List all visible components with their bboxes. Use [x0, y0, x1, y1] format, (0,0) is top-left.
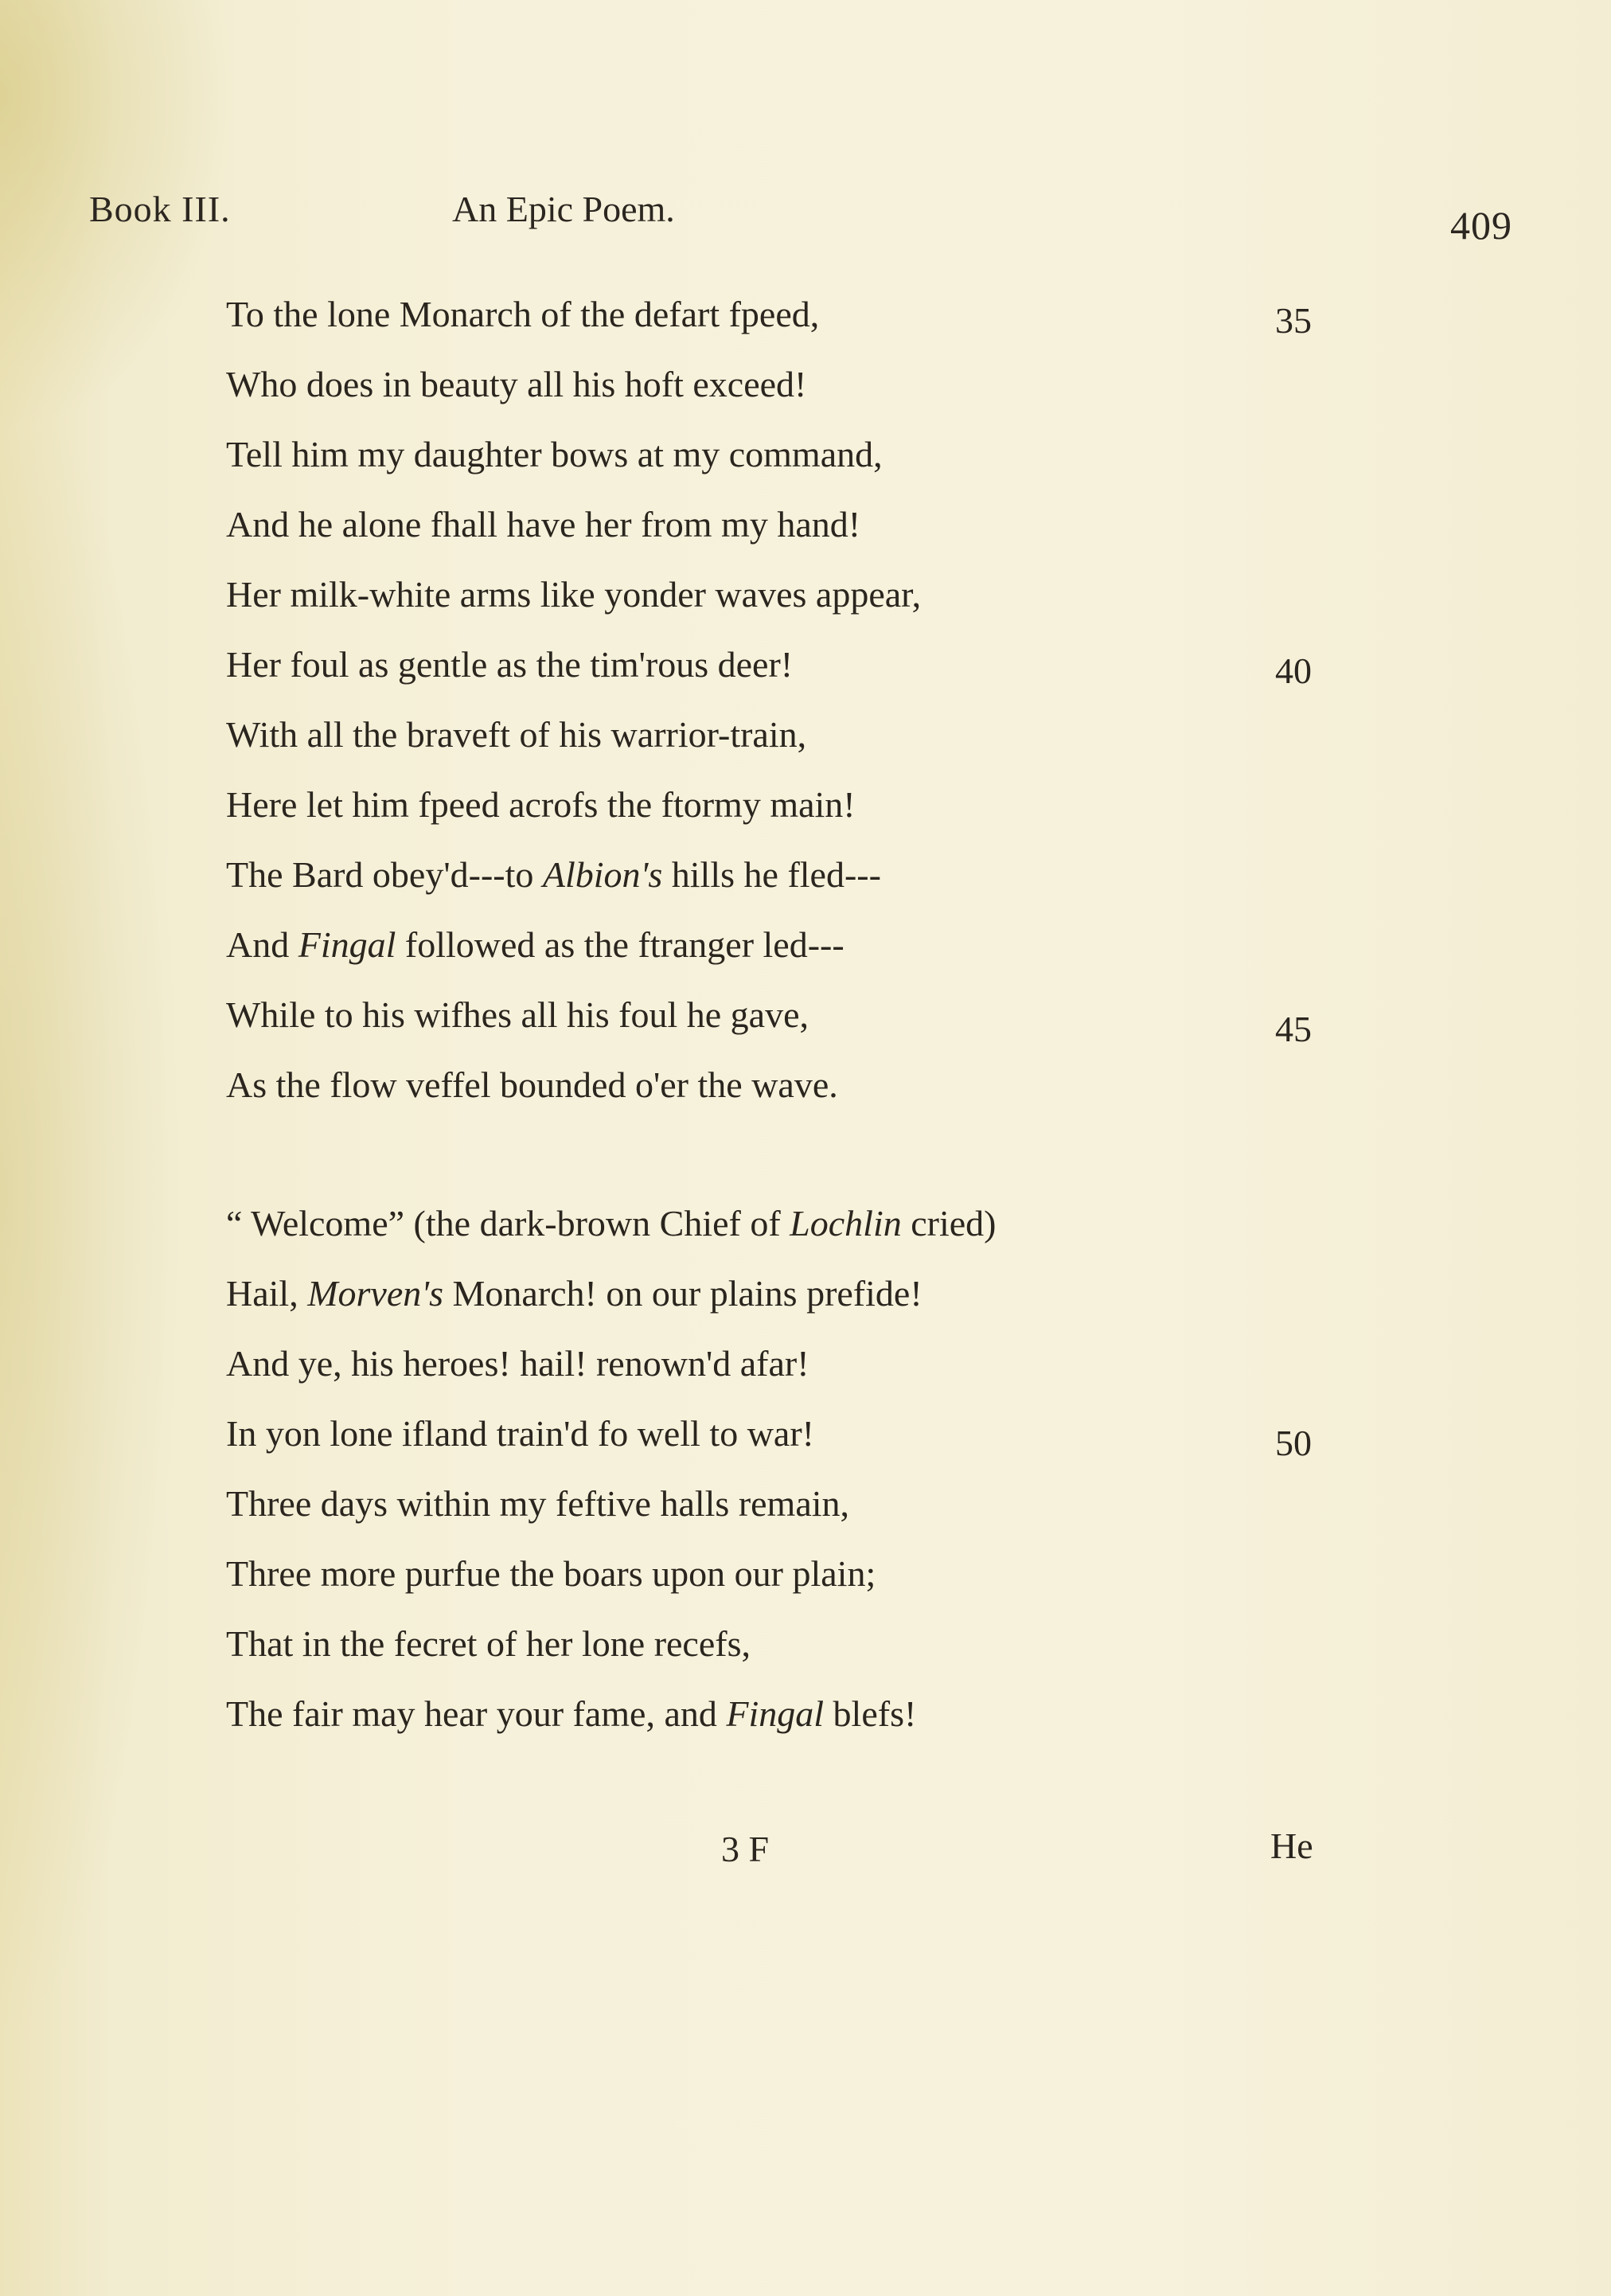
verse-italic: Morven's — [307, 1273, 443, 1314]
verse-line: Here let him fpeed acrofs the ftormy main! — [226, 784, 856, 825]
page-number: 409 — [1450, 203, 1512, 248]
verse-text: Hail, — [226, 1273, 308, 1314]
verse-line: With all the braveft of his warrior-train, — [226, 714, 807, 755]
verse-text: And — [226, 924, 298, 965]
verse-line — [226, 924, 845, 965]
verse-line: And ye, his heroes! hail! renown'd afar! — [226, 1343, 809, 1384]
running-head-book: Book III. — [89, 189, 231, 229]
verse-line: To the lone Monarch of the defart fpeed, — [226, 294, 820, 334]
line-number: 50 — [1275, 1423, 1312, 1463]
verse-line — [226, 854, 881, 895]
verse-line: Who does in beauty all his hoft exceed! — [226, 364, 807, 404]
verse-line: And he alone fhall have her from my hand! — [226, 504, 861, 545]
verse-text: hills he fled--- — [662, 854, 881, 895]
verse-italic: Albion's — [542, 854, 663, 895]
line-number: 40 — [1275, 650, 1312, 691]
verse-text: The fair may hear your fame, and — [226, 1693, 727, 1734]
catchword: He — [1270, 1825, 1313, 1866]
verse-line: While to his wifhes all his foul he gave, — [226, 994, 809, 1035]
verse-line: Three days within my feftive halls remain, — [226, 1483, 850, 1524]
signature-mark: 3 F — [721, 1829, 770, 1869]
verse-line: That in the fecret of her lone recefs, — [226, 1623, 751, 1664]
verse-line: Her milk-white arms like yonder waves appear, — [226, 574, 922, 615]
verse-italic: Fingal — [726, 1693, 825, 1734]
verse-line — [226, 1275, 923, 1312]
verse-line — [226, 1693, 917, 1734]
verse-line: In yon lone ifland train'd fo well to war! — [226, 1413, 814, 1454]
verse-italic: Fingal — [298, 924, 396, 965]
verse-text: Monarch! on our plains prefide! — [443, 1273, 923, 1314]
verse-line: As the flow veffel bounded o'er the wave. — [226, 1064, 838, 1105]
verse-italic: Lochlin — [790, 1203, 902, 1244]
verse-text: “ Welcome” (the dark-brown Chief of — [226, 1203, 790, 1244]
line-number: 35 — [1275, 300, 1312, 341]
line-number: 45 — [1275, 1009, 1312, 1049]
verse-line: Tell him my daughter bows at my command, — [226, 434, 883, 474]
verse-text: followed as the ftranger led--- — [396, 924, 845, 965]
verse-line — [226, 1205, 997, 1242]
verse-text: The Bard obey'd---to — [226, 854, 543, 895]
running-head-title: An Epic Poem. — [452, 189, 675, 229]
verse-line: Her foul as gentle as the tim'rous deer! — [226, 644, 794, 685]
verse-line: Three more purfue the boars upon our plain; — [226, 1553, 876, 1594]
verse-text: cried) — [901, 1203, 997, 1244]
verse-text: blefs! — [824, 1693, 917, 1734]
